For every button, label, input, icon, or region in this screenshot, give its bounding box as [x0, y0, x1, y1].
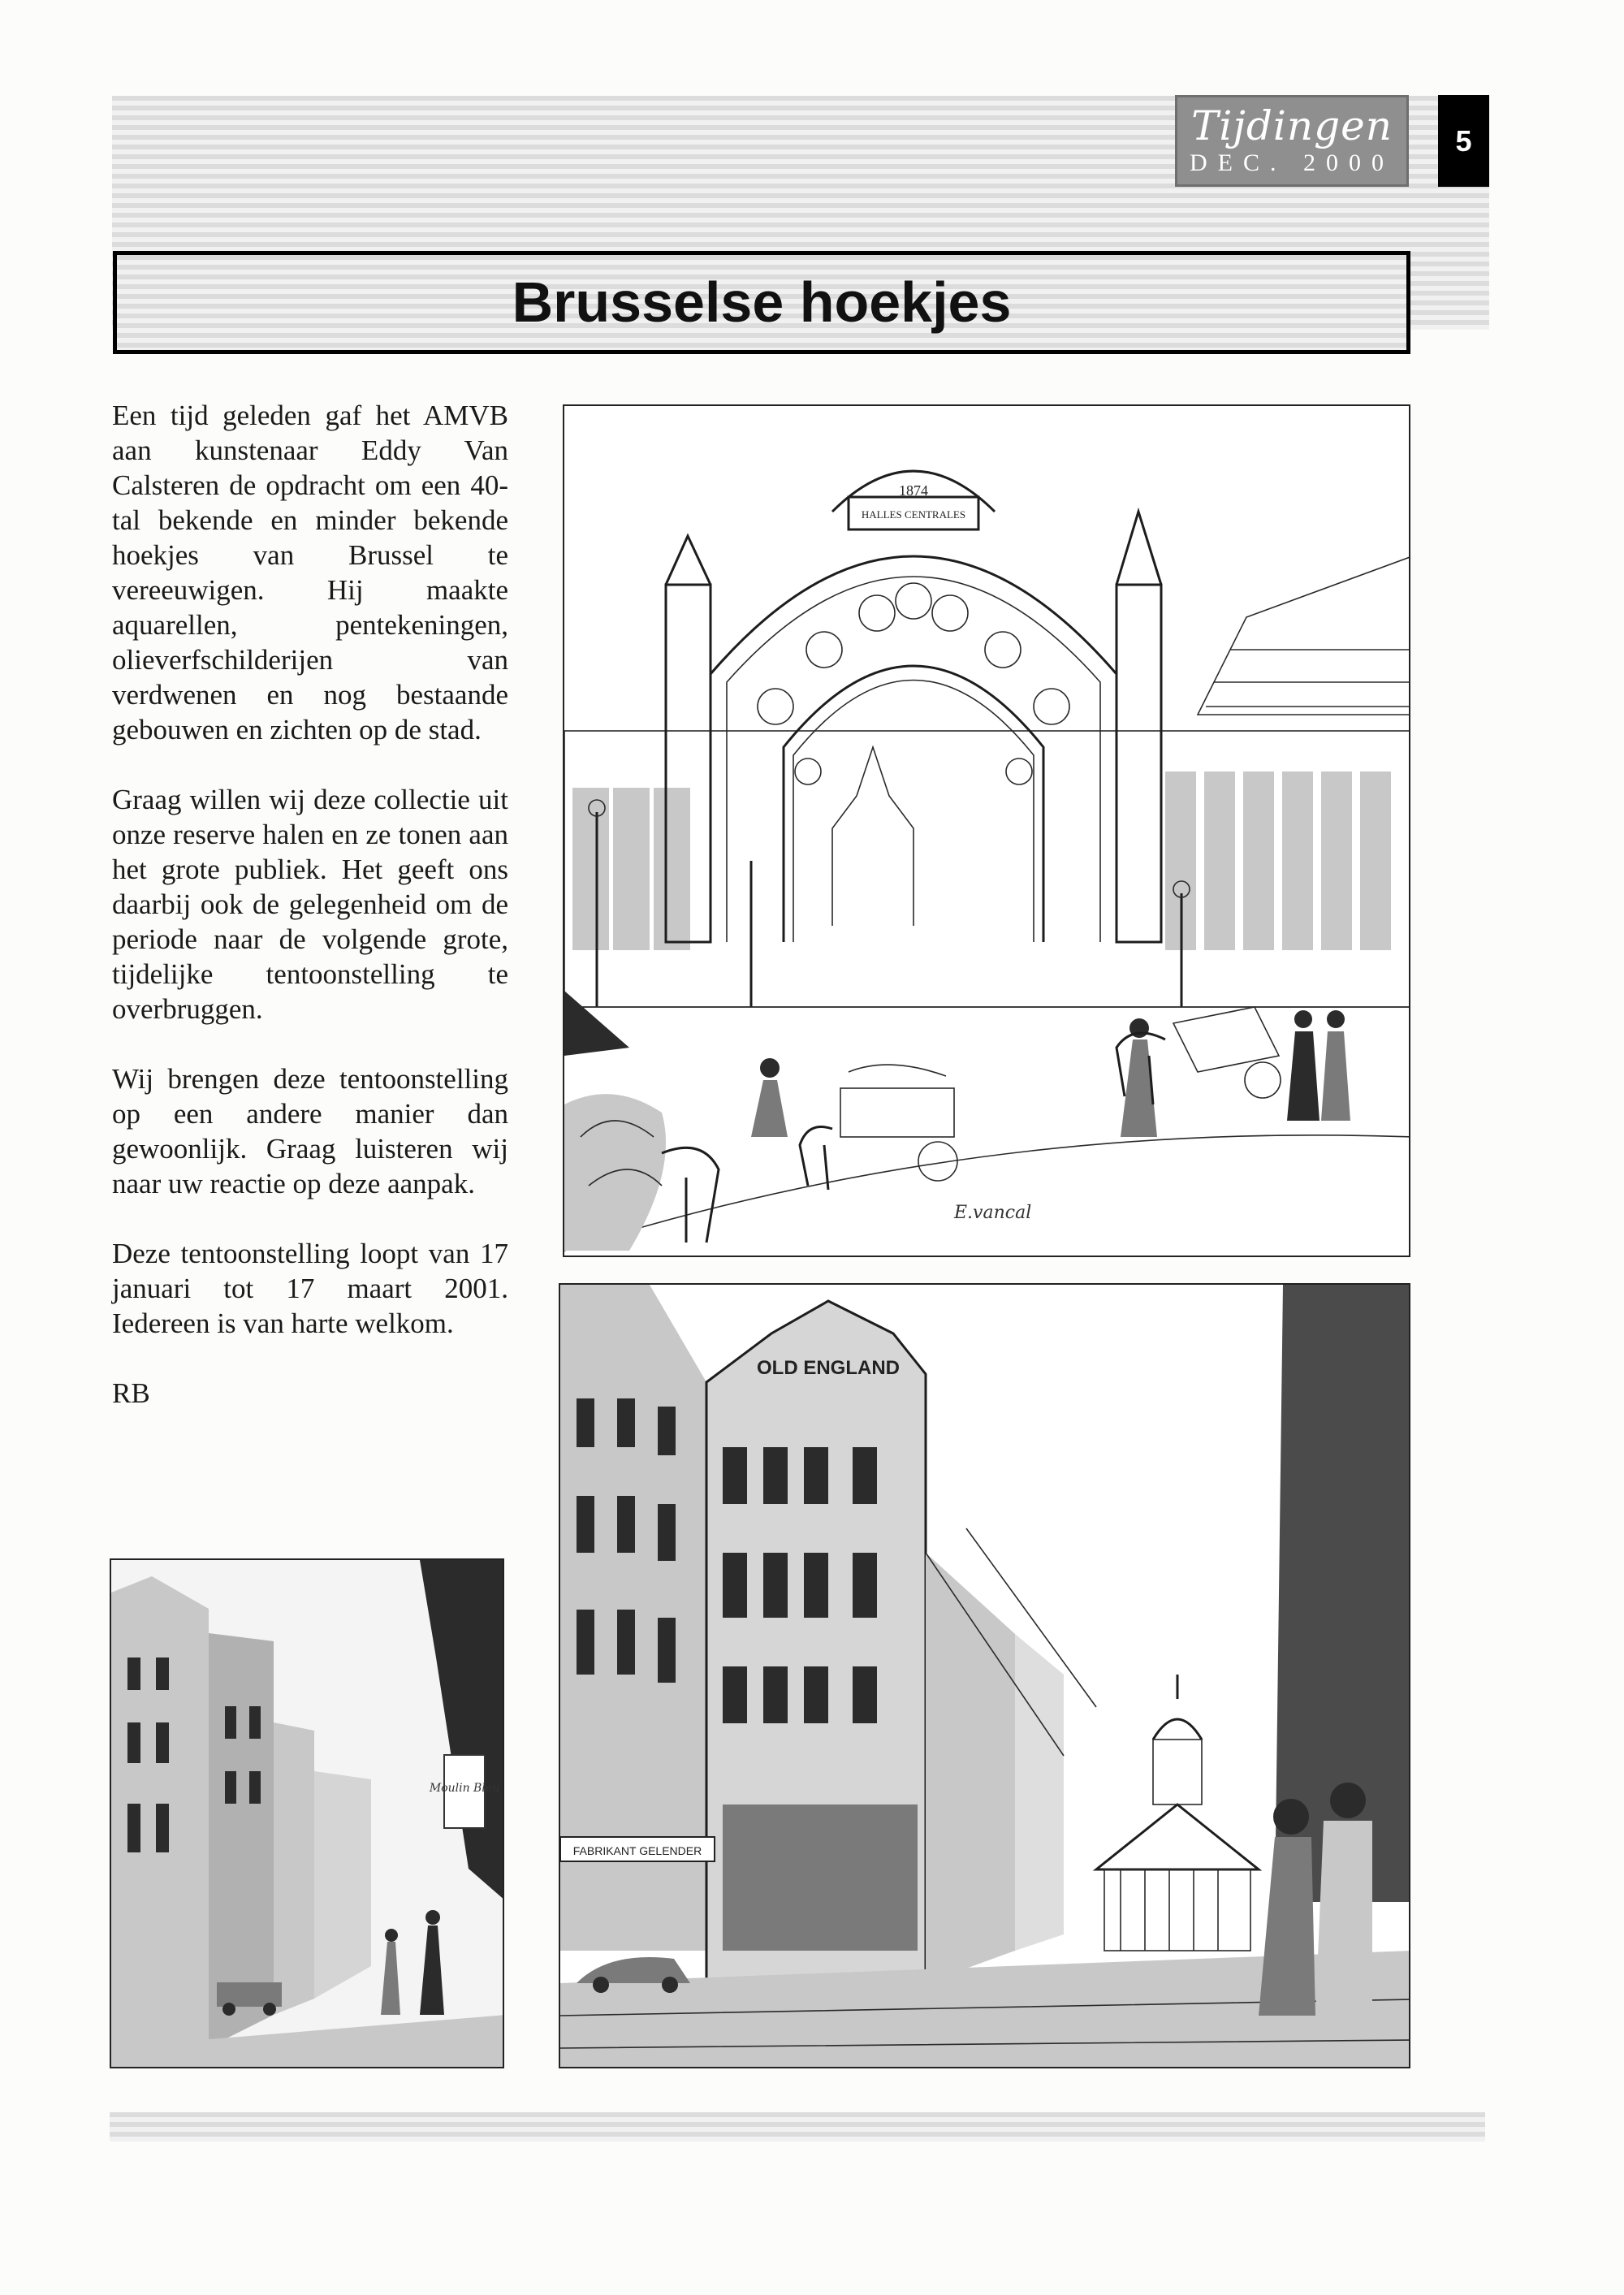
paragraph-4: Deze tentoonstelling loopt van 17 januari tot 17 maart 2001. Iedereen is van harte welkom.	[112, 1238, 508, 1339]
dog-cart	[800, 1065, 957, 1190]
halles-sketch	[564, 406, 1410, 1257]
street-corner-drawing	[110, 1558, 504, 2068]
issue-date: DEC. 2000	[1190, 149, 1394, 176]
halles-centrales-drawing	[563, 404, 1410, 1257]
article-title-box	[113, 251, 1410, 354]
saint-jacques-church	[1096, 1675, 1259, 1951]
old-england-square-drawing	[559, 1283, 1410, 2068]
old-england-sign: OLD ENGLAND	[757, 1357, 900, 1379]
right-wall-shutters	[1165, 771, 1391, 950]
footer-stripe-band	[110, 2112, 1485, 2142]
artist-signature: E.vancal	[954, 1203, 1032, 1223]
shop-sign: FABRIKANT GELENDER	[572, 1844, 702, 1857]
masthead	[1175, 95, 1409, 187]
article-title: Brusselse hoekjes	[512, 270, 1012, 334]
halles-year: 1874	[899, 482, 928, 499]
paragraph-3: Wij brengen deze tentoonstelling op een andere manier dan gewoonlijk. Graag luisteren wij naar uw reactie op deze aanpak.	[112, 1063, 508, 1199]
author-signature: RB	[112, 1377, 150, 1409]
flower-stall	[564, 991, 719, 1251]
left-building-windows-2	[577, 1398, 676, 1683]
paragraph-2: Graag willen wij deze collectie uit onze reserve halen en ze tonen aan het grote publiek. Het geeft ons daarbij ook de gelegenheid om de periode naar de volgende grote, tijdelijke tentoonstelling te overbruggen.	[112, 784, 508, 1025]
publication-title: Tijdingen	[1191, 102, 1393, 149]
square-sketch	[560, 1285, 1410, 2068]
halles-sign: HALLES CENTRALES	[861, 508, 966, 521]
cafe-sign: Moulin Bleu	[429, 1782, 500, 1795]
article-body	[112, 398, 508, 1446]
page-number: 5	[1438, 95, 1489, 187]
street-sketch	[111, 1560, 504, 2068]
paragraph-1: Een tijd geleden gaf het AMVB aan kunstenaar Eddy Van Calsteren de opdracht om een 40-tal bekende en minder bekende hoekjes van Brussel te vereeuwigen. Hij maakte aquarellen, pentekeningen, olieverfschilderijen van verdwenen en nog bestaande gebouwen en zichten op de stad.	[112, 400, 508, 746]
